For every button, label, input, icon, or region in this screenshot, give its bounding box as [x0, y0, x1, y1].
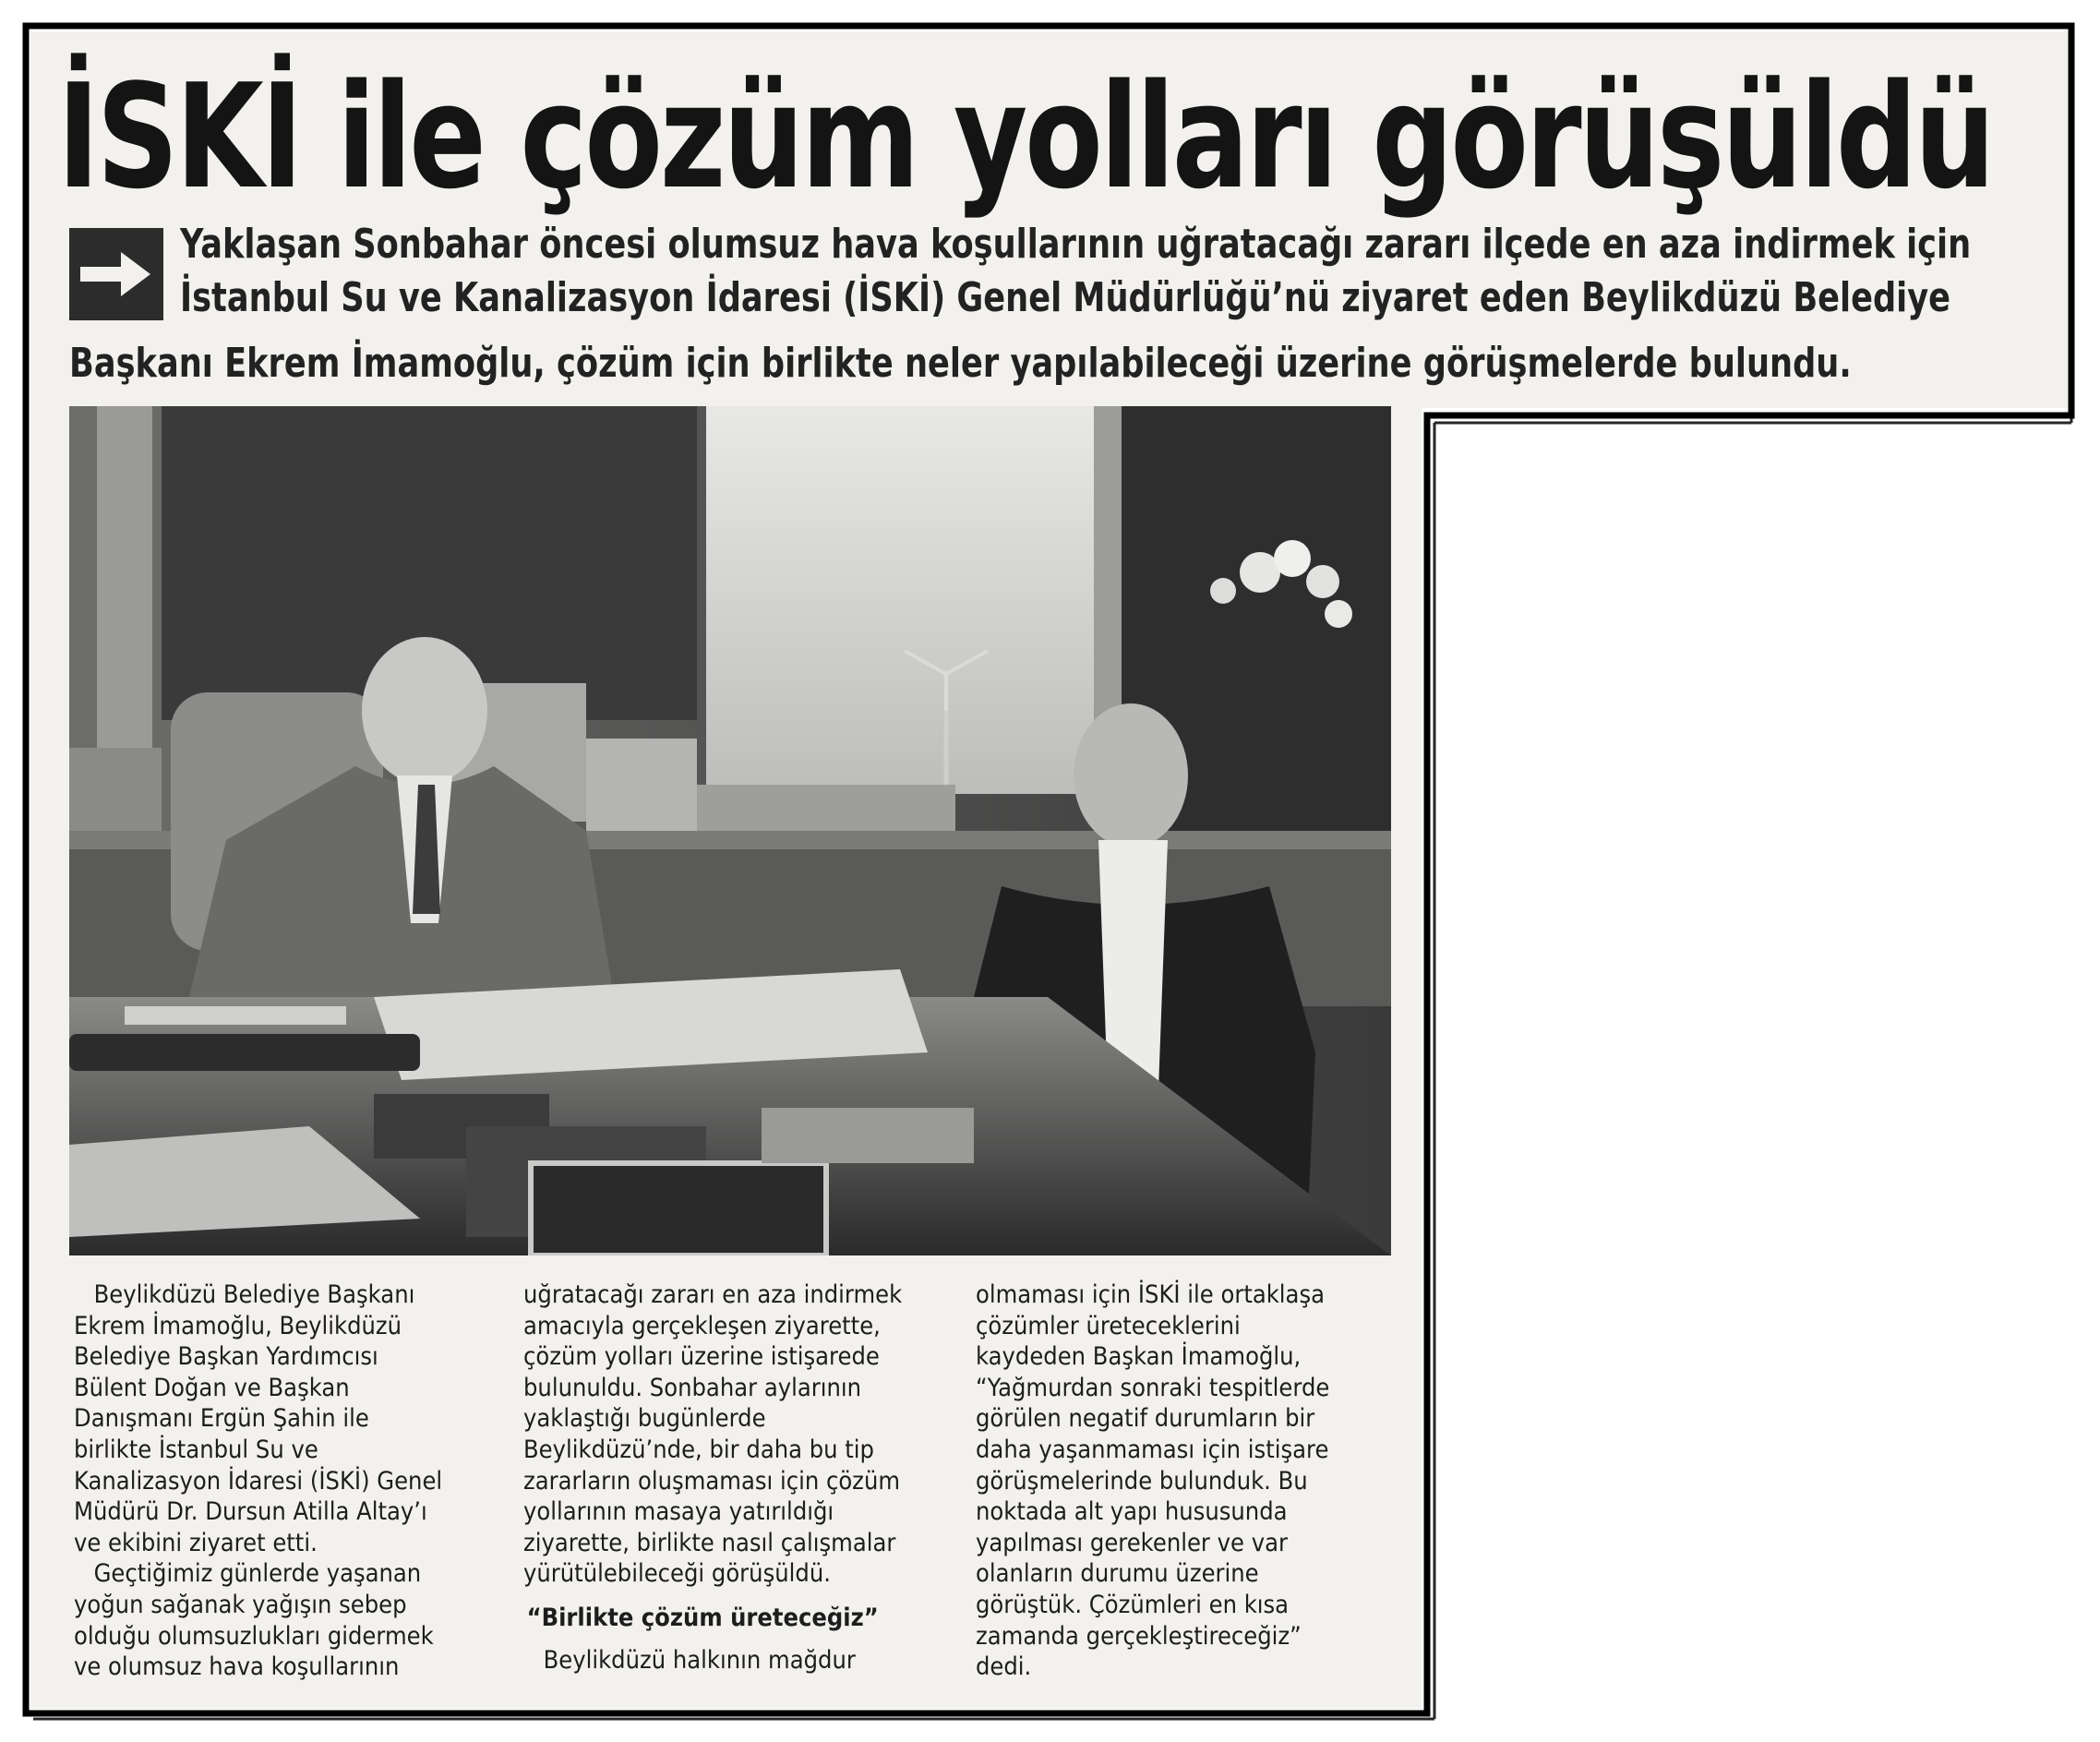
- text-line: noktada alt yapı hususunda: [976, 1497, 1288, 1527]
- headline: İSKİ ile çözüm yolları görüşüldü: [57, 53, 1993, 221]
- text-line: yoğun sağanak yağışın sebep: [74, 1590, 407, 1619]
- text-line: Belediye Başkan Yardımcısı: [74, 1342, 378, 1372]
- text-line: olanların durumu üzerine: [976, 1559, 1259, 1589]
- text-line: kaydeden Başkan İmamoğlu,: [976, 1342, 1302, 1372]
- text-line: yaklaştığı bugünlerde: [523, 1404, 766, 1434]
- text-line: görülen negatif durumların bir: [976, 1404, 1315, 1434]
- text-line: bulunuldu. Sonbahar aylarının: [523, 1373, 862, 1402]
- text-line: Müdürü Dr. Dursun Atilla Altay’ı: [74, 1497, 427, 1527]
- text-line: Bülent Doğan ve Başkan: [74, 1373, 350, 1402]
- text-line: görüştük. Çözümleri en kısa: [976, 1590, 1290, 1619]
- text-line: ziyarette, birlikte nasıl çalışmalar: [523, 1528, 896, 1557]
- text-line: çözüm yolları üzerine istişarede: [523, 1342, 880, 1372]
- text-line: Beylikdüzü halkının mağdur: [543, 1645, 856, 1675]
- article-photo: [69, 406, 1391, 1255]
- body-column-1: [74, 1279, 442, 1683]
- text-line: ve ekibini ziyaret etti.: [74, 1528, 318, 1557]
- text-line: çözümler üreteceklerini: [976, 1311, 1241, 1340]
- text-line: Kanalizasyon İdaresi (İSKİ) Genel: [74, 1466, 443, 1496]
- text-line: dedi.: [976, 1652, 1032, 1682]
- text-line: yollarının masaya yatırıldığı: [523, 1497, 834, 1527]
- text-line: amacıyla gerçekleşen ziyarette,: [523, 1311, 881, 1340]
- text-line: Beylikdüzü’nde, bir daha bu tip: [523, 1435, 874, 1464]
- text-line: Beylikdüzü Belediye Başkanı: [93, 1280, 415, 1309]
- text-line: yürütülebileceği görüşüldü.: [523, 1559, 831, 1589]
- text-line: Ekrem İmamoğlu, Beylikdüzü: [74, 1311, 402, 1340]
- text-line: zamanda gerçekleştireceğiz”: [976, 1621, 1302, 1651]
- text-line: Geçtiğimiz günlerde yaşanan: [93, 1559, 422, 1589]
- body-column-2: [523, 1279, 902, 1676]
- body-column-3: [976, 1279, 1329, 1683]
- meeting-photo: [69, 406, 1391, 1255]
- text-line: görüşmelerinde bulunduk. Bu: [976, 1466, 1308, 1496]
- lead-line-2: İstanbul Su ve Kanalizasyon İdaresi (İSKİ) Genel Müdürlüğü’nü ziyaret eden Beylikdüzü Belediye: [180, 274, 1951, 321]
- text-line: uğratacağı zararı en aza indirmek: [523, 1280, 903, 1309]
- text-line: ve olumsuz hava koşullarının: [74, 1652, 400, 1682]
- text-line: daha yaşanmaması için istişare: [976, 1435, 1329, 1464]
- lead-line-1: Yaklaşan Sonbahar öncesi olumsuz hava koşullarının uğratacağı zararı ilçede en aza indirmek için: [180, 221, 1972, 268]
- right-arrow-icon: [69, 228, 163, 320]
- text-line: “Yağmurdan sonraki tespitlerde: [976, 1373, 1330, 1402]
- lead-line-3: Başkanı Ekrem İmamoğlu, çözüm için birlikte neler yapılabileceği üzerine görüşmelerde bulundu.: [69, 340, 1852, 387]
- text-line: yapılması gerekenler ve var: [976, 1528, 1288, 1557]
- text-line: olmaması için İSKİ ile ortaklaşa: [976, 1280, 1326, 1309]
- text-line: olduğu olumsuzlukları gidermek: [74, 1621, 434, 1651]
- subheading: “Birlikte çözüm üreteceğiz”: [526, 1603, 879, 1632]
- text-line: birlikte İstanbul Su ve: [74, 1435, 318, 1464]
- text-line: Danışmanı Ergün Şahin ile: [74, 1404, 369, 1434]
- text-line: zararların oluşmaması için çözüm: [523, 1466, 901, 1496]
